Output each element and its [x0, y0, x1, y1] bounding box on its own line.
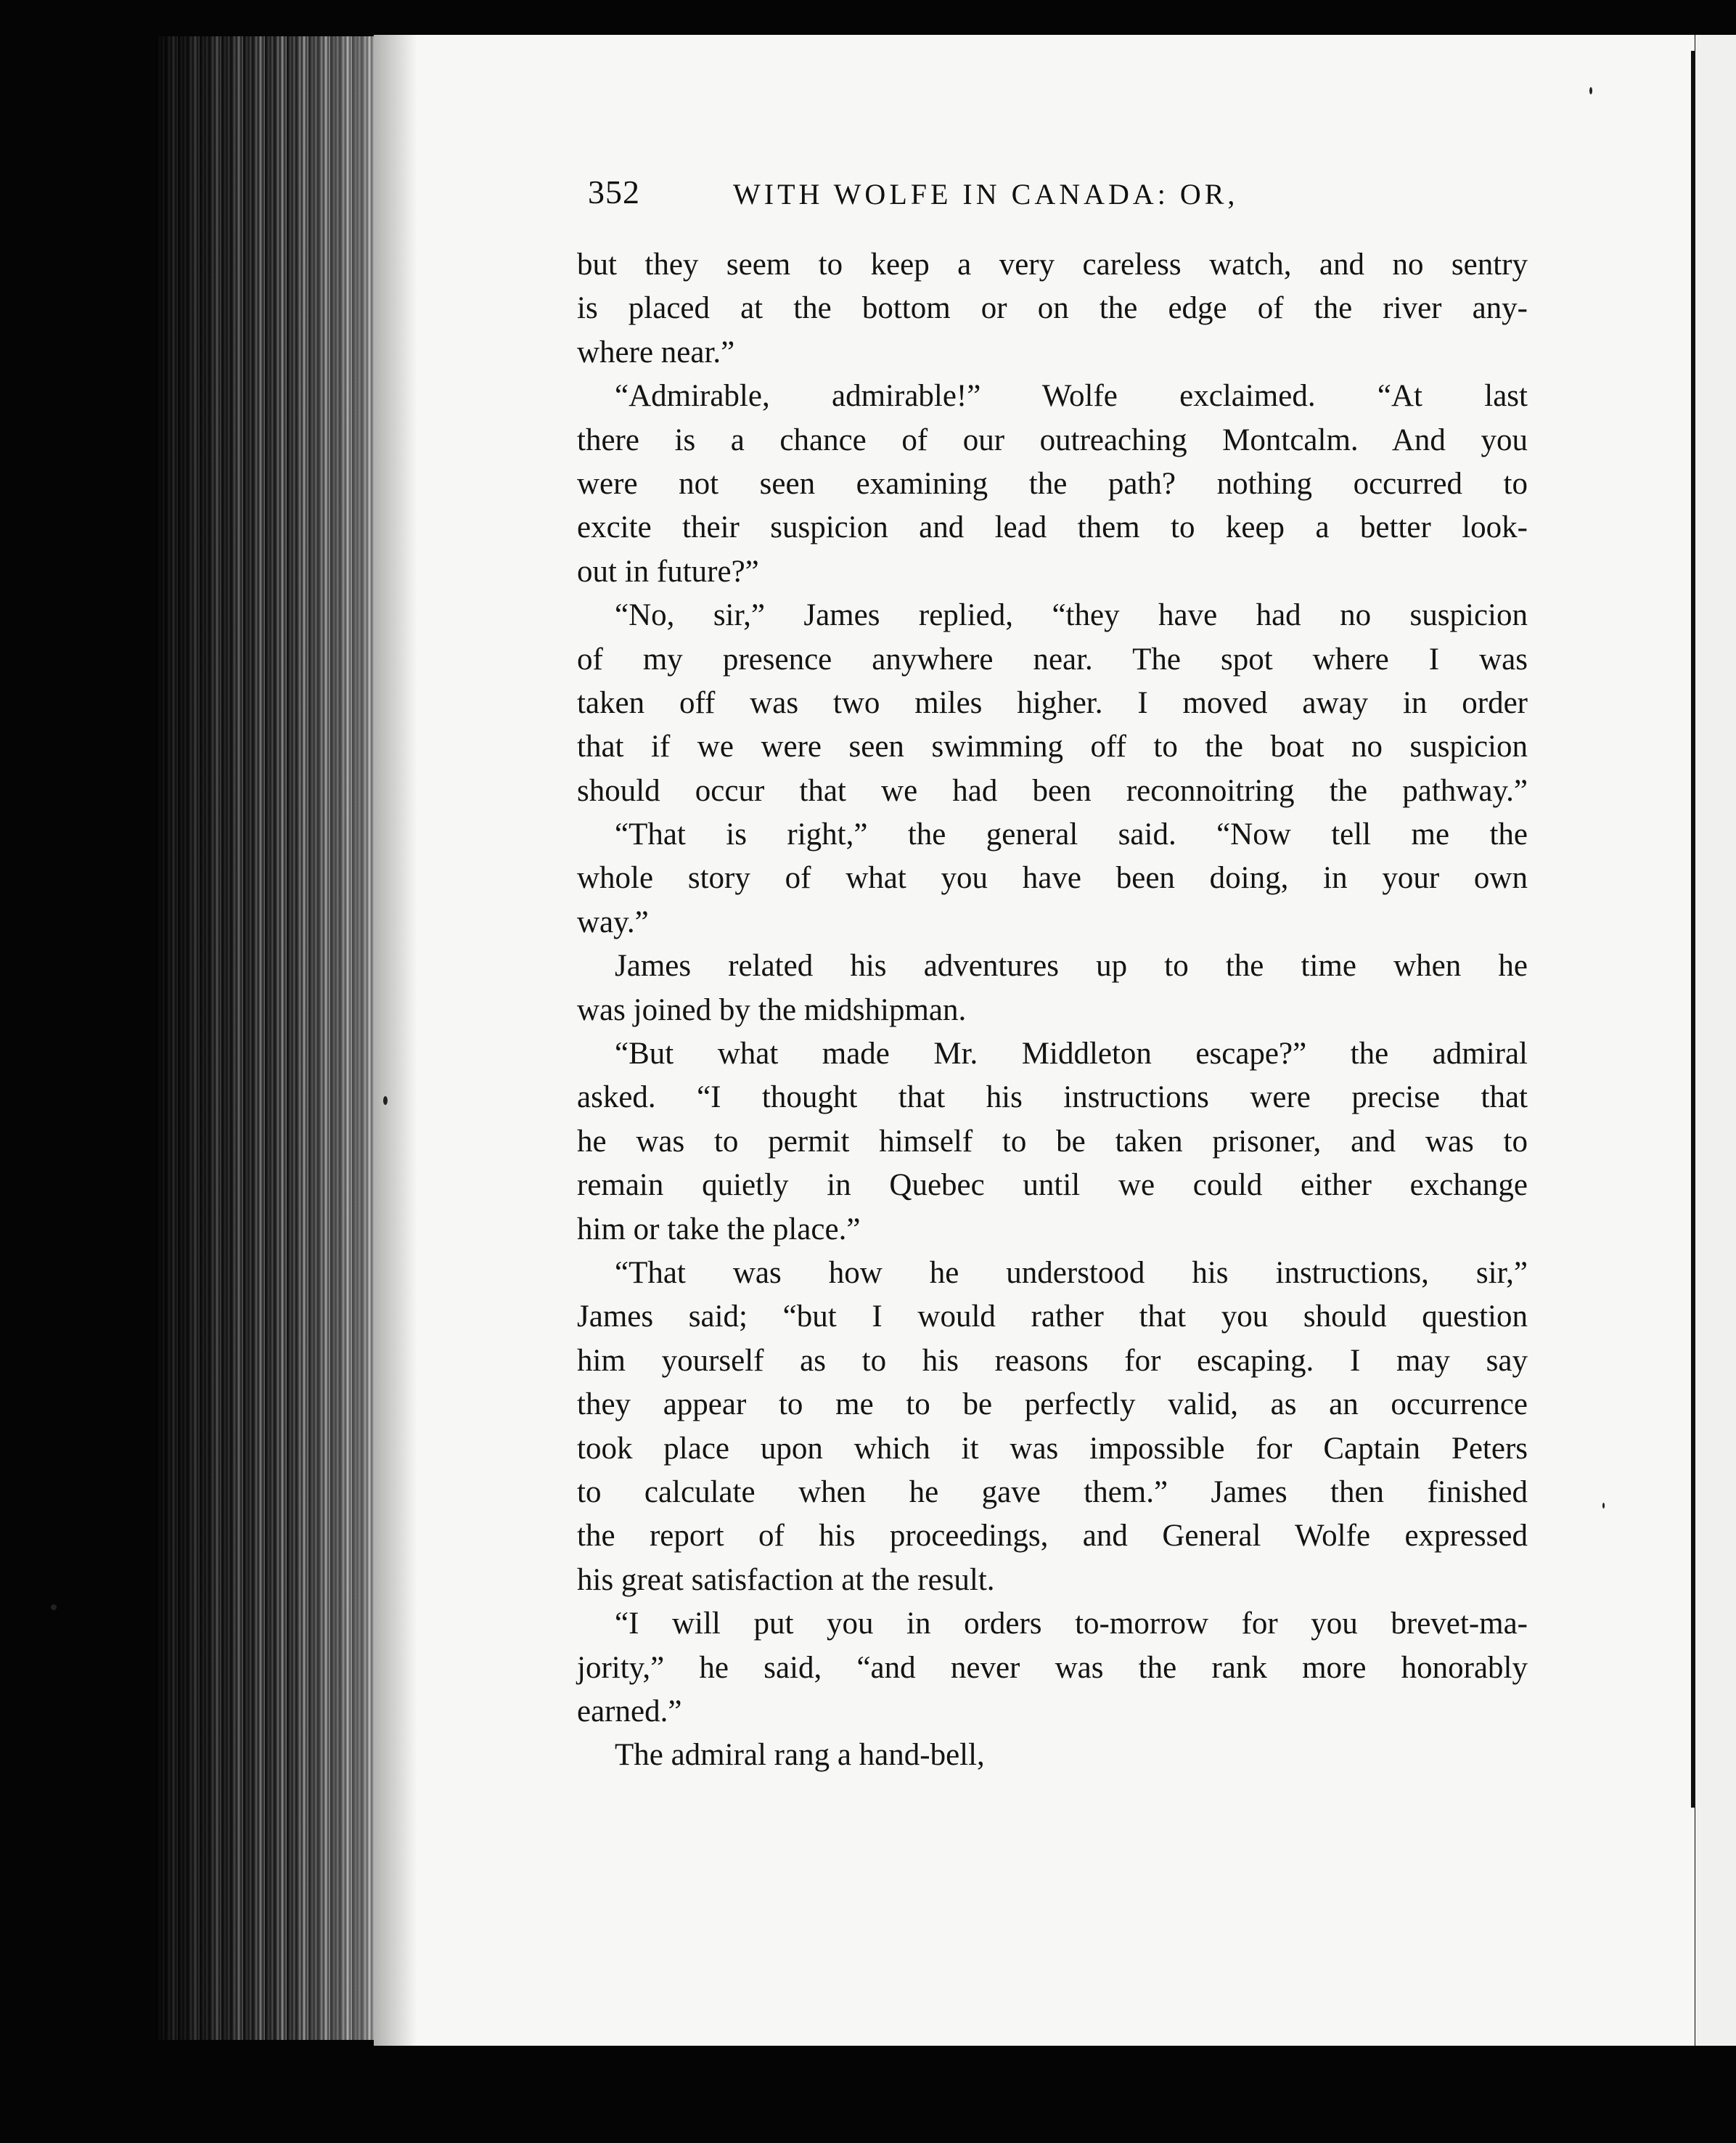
- text-line: James related his adventures up to the time when he: [615, 949, 1528, 984]
- running-title: WITH WOLFE IN CANADA: OR,: [733, 178, 1239, 211]
- facing-page-edge: [1695, 35, 1736, 2046]
- text-line: should occur that we had been reconnoitring the pathway.”: [577, 773, 1528, 808]
- text-line: taken off was two miles higher. I moved away in order: [577, 685, 1528, 720]
- text-line: earned.”: [577, 1694, 682, 1728]
- text-line: of my presence anywhere near. The spot where I was: [577, 642, 1528, 677]
- text-line: out in future?”: [577, 554, 759, 589]
- text-line: “That is right,” the general said. “Now tell me the: [615, 817, 1528, 852]
- text-line: him yourself as to his reasons for escaping. I may say: [577, 1343, 1528, 1378]
- text-line: “Admirable, admirable!” Wolfe exclaimed. “At last: [615, 379, 1528, 414]
- text-line: whole story of what you have been doing, in your own: [577, 861, 1528, 896]
- text-line: excite their suspicion and lead them to keep a better look-: [577, 510, 1528, 545]
- text-line: his great satisfaction at the result.: [577, 1562, 995, 1597]
- text-line: is placed at the bottom or on the edge of the river any-: [577, 291, 1528, 326]
- text-line: that if we were seen swimming off to the boat no suspicion: [577, 730, 1528, 764]
- text-line: James said; “but I would rather that you should question: [577, 1299, 1528, 1334]
- text-line: asked. “I thought that his instructions were precise that: [577, 1080, 1528, 1115]
- text-line: they appear to me to be perfectly valid, as an occurrence: [577, 1387, 1528, 1422]
- text-line: jority,” he said, “and never was the rank more honorably: [577, 1650, 1528, 1685]
- page-number: 352: [588, 174, 640, 211]
- text-line: The admiral rang a hand-bell,: [615, 1738, 985, 1773]
- text-line: were not seen examining the path? nothing occurred to: [577, 466, 1528, 501]
- text-line: remain quietly in Quebec until we could either exchange: [577, 1168, 1528, 1203]
- text-line: the report of his proceedings, and General Wolfe expressed: [577, 1519, 1528, 1554]
- running-header: [588, 173, 1531, 224]
- gutter-shadow: [374, 35, 417, 2046]
- text-line: him or take the place.”: [577, 1212, 861, 1246]
- right-margin-rule: [1691, 51, 1695, 1808]
- text-line: where near.”: [577, 335, 735, 370]
- text-line: “I will put you in orders to-morrow for you brevet-ma-: [615, 1607, 1528, 1641]
- text-line: took place upon which it was impossible for Captain Peters: [577, 1431, 1528, 1466]
- text-line: to calculate when he gave them.” James then finished: [577, 1474, 1528, 1509]
- text-line: “That was how he understood his instructions, sir,”: [615, 1255, 1528, 1290]
- text-line: but they seem to keep a very careless watch, and no sentry: [577, 248, 1528, 282]
- text-line: he was to permit himself to be taken prisoner, and was to: [577, 1124, 1528, 1159]
- text-line: “No, sir,” James replied, “they have had no suspicion: [615, 598, 1528, 633]
- page-edges-shadow: [156, 36, 396, 2040]
- text-line: “But what made Mr. Middleton escape?” the admiral: [615, 1037, 1528, 1072]
- text-line: was joined by the midshipman.: [577, 992, 967, 1027]
- text-line: there is a chance of our outreaching Montcalm. And you: [577, 423, 1528, 457]
- body-text: [577, 243, 1528, 1778]
- text-line: way.”: [577, 905, 649, 939]
